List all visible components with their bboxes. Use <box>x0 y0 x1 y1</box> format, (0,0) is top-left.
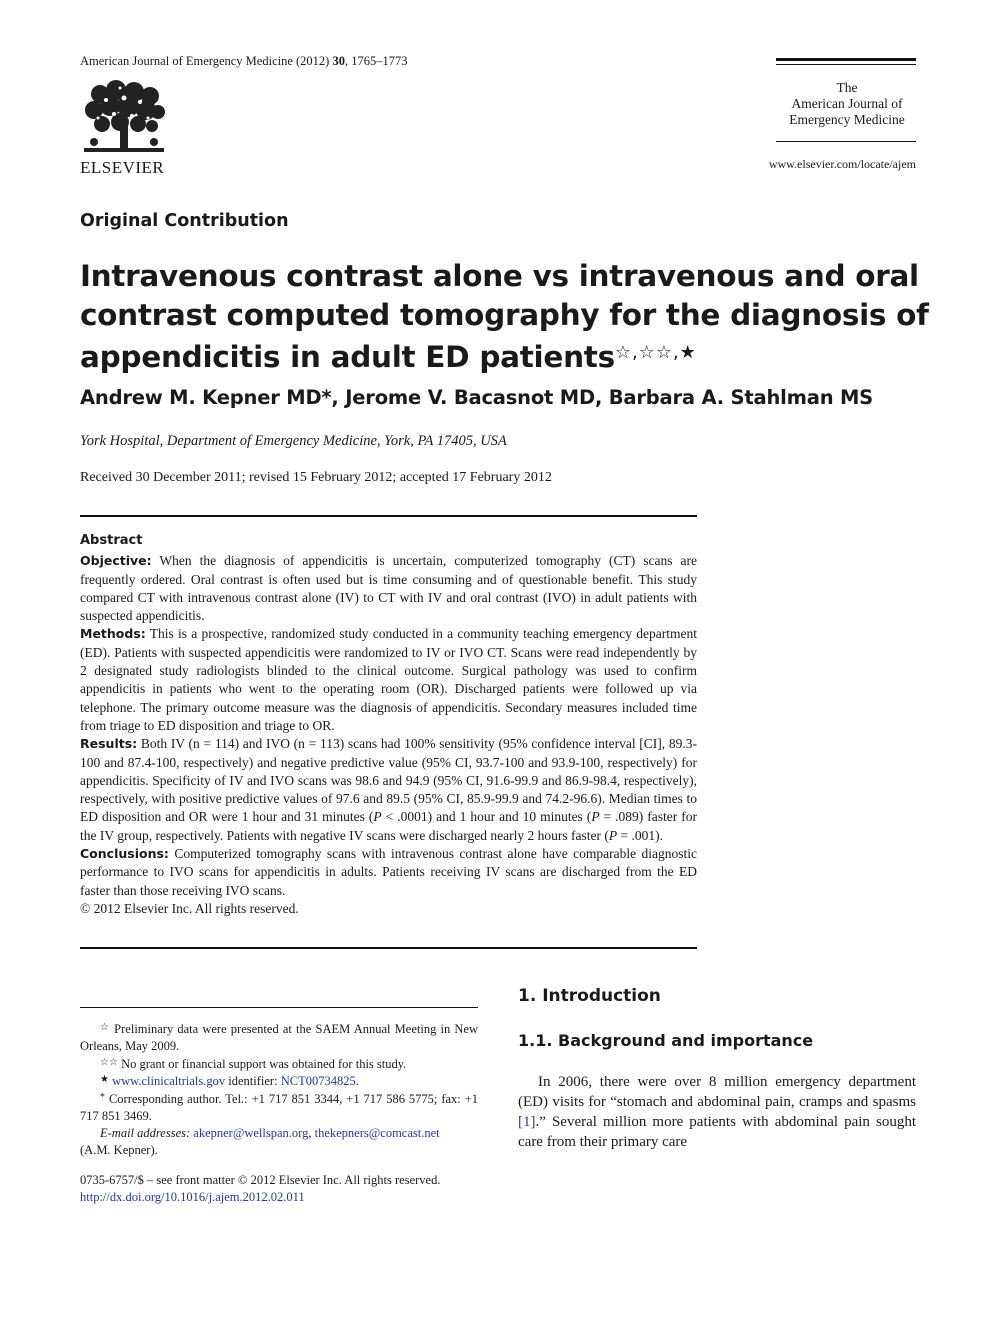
footnote-1: ☆ Preliminary data were presented at the SAEM Annual Meeting in New Orleans, May 2009. <box>80 1022 478 1053</box>
section-heading-introduction: 1. Introduction <box>518 986 661 1006</box>
reference-link[interactable]: [1] <box>518 1114 536 1130</box>
clinicaltrials-link[interactable]: www.clinicaltrials.gov <box>112 1074 226 1089</box>
abstract-objective: Objective: When the diagnosis of appendicitis is uncertain, computerized tomography (CT) scans are frequently ordered. Oral contrast is often used but is time consuming and of questionable benefit. This study compared CT with intravenous contrast alone (IV) to CT with IV and oral contrast (IVO) in adult patients with suspected appendicitis. <box>80 553 697 624</box>
abstract-top-rule <box>80 515 697 517</box>
section-label: Original Contribution <box>80 211 289 231</box>
title-footnote-marks[interactable]: ☆,☆☆,★ <box>614 342 697 363</box>
footnote-2: ☆☆ No grant or financial support was obtained for this study. <box>100 1056 407 1071</box>
elsevier-logo[interactable] <box>80 80 172 178</box>
journal-citation: American Journal of Emergency Medicine (2012) 30, 1765–1773 <box>80 54 408 68</box>
front-matter <box>80 1172 500 1206</box>
abstract-conclusions: Conclusions: Computerized tomography scans with intravenous contrast alone have comparable diagnostic performance to IVO scans for appendicitis in adults. Patients receiving IV scans are discharged from the ED faster than those receiving IVO scans. <box>80 846 697 898</box>
volume-number: 30 <box>332 54 345 68</box>
author-list: Andrew M. Kepner MD*, Jerome V. Bacasnot MD, Barbara A. Stahlman MS <box>80 386 874 409</box>
email-link-2[interactable]: thekepners@comcast.net <box>314 1125 440 1140</box>
journal-url[interactable]: www.elsevier.com/locate/ajem <box>768 157 916 171</box>
abstract-methods: Methods: This is a prospective, randomized study conducted in a community teaching emergency department (ED). Patients with suspected appendicitis were randomized to IV or IVO CT. Scans were read independently by 2 designated study radiologists blinded to the clinical outcome. Surgical pathology was used to confirm appendicitis in patients who went to the operating room (OR). Discharged patients were followed up via telephone. The primary outcome measure was the diagnosis of appendicitis. Secondary measures included time from triage to ED disposition and triage to OR. <box>80 626 697 733</box>
footnote-3: ★ www.clinicaltrials.gov identifier: NCT00734825. <box>100 1074 359 1089</box>
footnote-rule <box>80 1007 478 1008</box>
email-link-1[interactable]: akepner@wellspan.org <box>193 1125 309 1140</box>
header-rule-thin <box>776 64 916 65</box>
abstract-copyright: © 2012 Elsevier Inc. All rights reserved. <box>80 900 299 916</box>
footnote-corresponding: * Corresponding author. Tel.: +1 717 851 3344, +1 717 586 5775; fax: +1 717 851 3469. <box>80 1092 478 1123</box>
article-title: Intravenous contrast alone vs intravenous and oral contrast computed tomography for the diagnosis of appendicitis in adult ED patients☆,☆☆,★ <box>80 259 929 374</box>
abstract-heading: Abstract <box>80 533 143 548</box>
subsection-heading-background: 1.1. Background and importance <box>518 1031 814 1050</box>
trial-id-link[interactable]: NCT00734825 <box>280 1074 356 1089</box>
elsevier-tree-icon <box>80 80 168 158</box>
footnote-emails: E-mail addresses: akepner@wellspan.org, thekepners@comcast.net <box>100 1125 440 1140</box>
journal-name: The American Journal of Emergency Medicine <box>789 80 905 127</box>
affiliation: York Hospital, Department of Emergency Medicine, York, PA 17405, USA <box>80 433 507 449</box>
abstract-results: Results: Both IV (n = 114) and IVO (n = 113) scans had 100% sensitivity (95% confidence interval [CI], 89.3-100 and 87.4-100, respectively) and negative predictive value (95% CI, 93.7-100 and 93.9-100, respectively) for appendicitis. Specificity of IV and IVO scans was 98.6 and 94.9 (95% CI, 91.6-99.9 and 86.9-98.4, respectively), respectively, with positive predictive values of 97.6 and 89.5 (95% CI, 85.9-99.9 and 74.2-96.6). Median times to ED disposition and OR were 1 hour and 31 minutes (P < .0001) and 1 hour and 10 minutes (P = .089) faster for the IV group, respectively. Patients with negative IV scans were discharged nearly 2 hours faster (P = .001). <box>80 736 697 843</box>
header-rule-thick <box>776 58 916 61</box>
email-owner: (A.M. Kepner). <box>80 1142 158 1157</box>
article-dates: Received 30 December 2011; revised 15 February 2012; accepted 17 February 2012 <box>80 470 552 485</box>
footnotes <box>80 1020 478 1158</box>
doi-link[interactable]: http://dx.doi.org/10.1016/j.ajem.2012.02.011 <box>80 1190 305 1204</box>
intro-paragraph: In 2006, there were over 8 million emergency department (ED) visits for “stomach and abdominal pain, cramps and spasms [1].” Several million more patients with abdominal pain sought care from their primary care <box>518 1074 916 1150</box>
abstract <box>80 532 697 918</box>
abstract-bottom-rule <box>80 947 697 949</box>
issn-line: 0735-6757/$ – see front matter © 2012 Elsevier Inc. All rights reserved. <box>80 1173 441 1187</box>
header-rule-bottom <box>776 141 916 142</box>
elsevier-wordmark: ELSEVIER <box>80 158 165 177</box>
